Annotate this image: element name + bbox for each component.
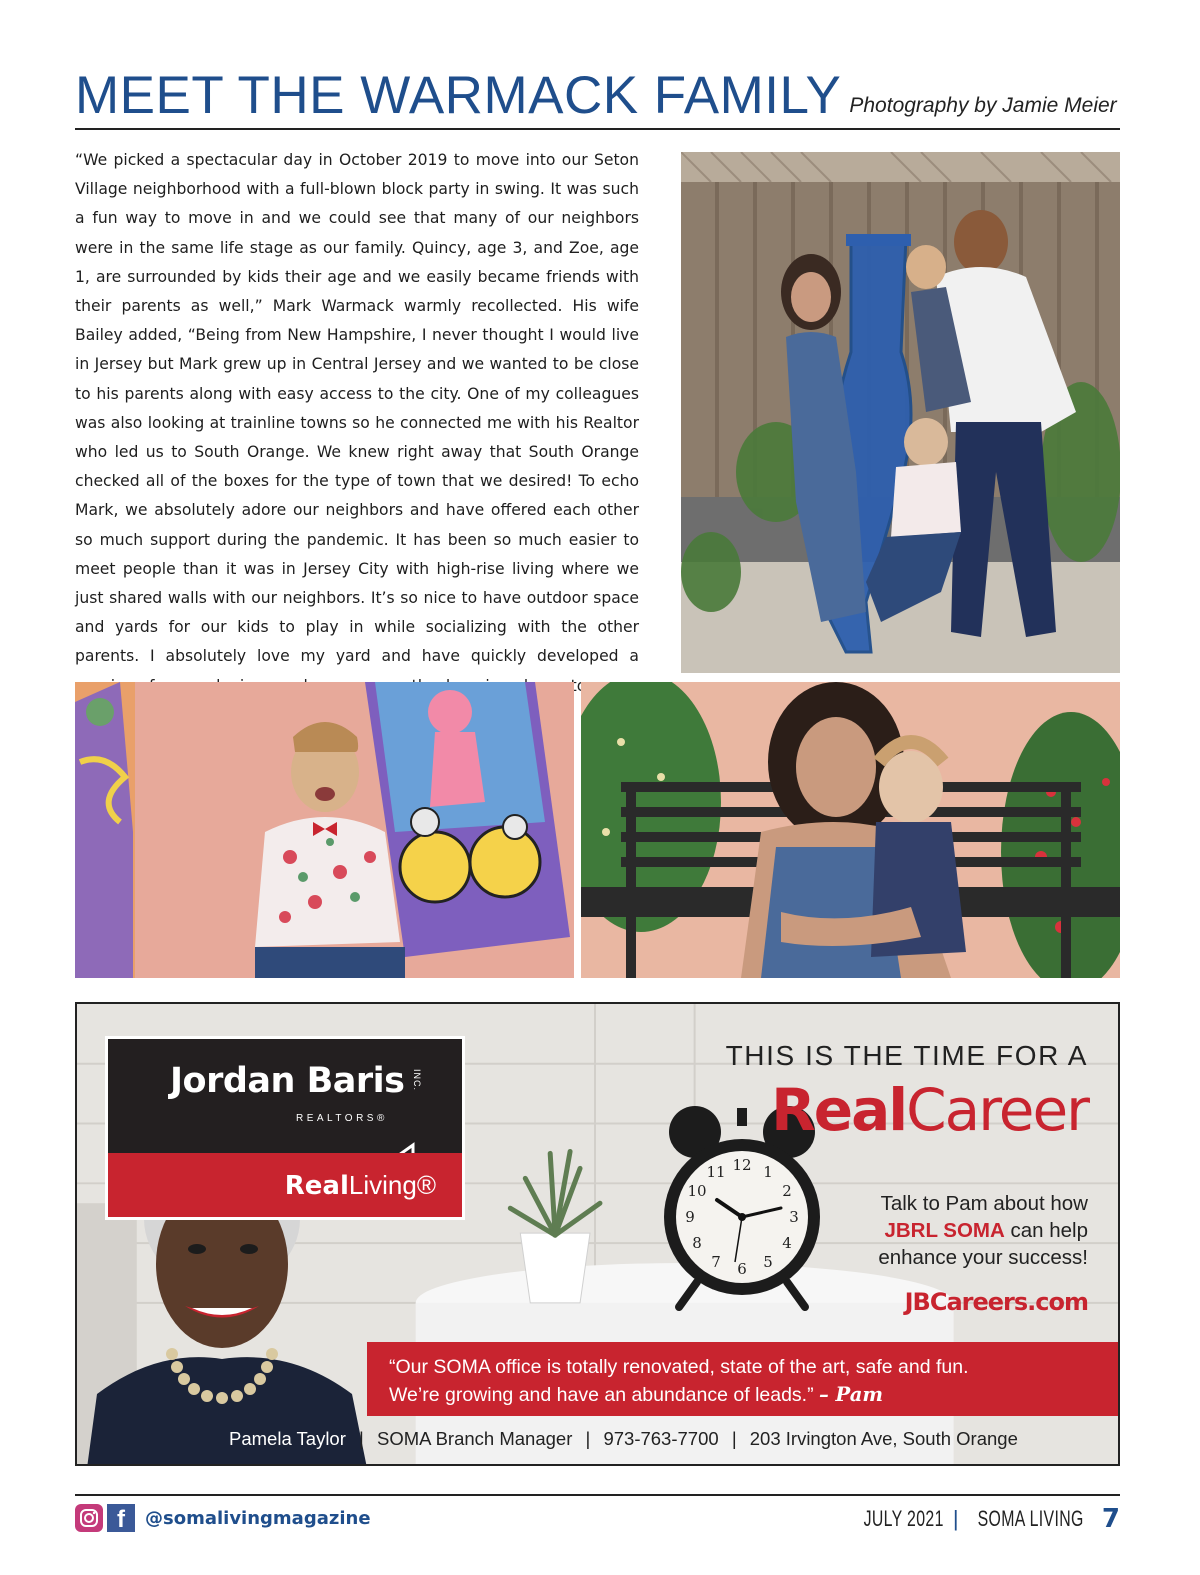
contact-info xyxy=(229,1428,1018,1450)
jbrl-soma-highlight: JBRL SOMA xyxy=(884,1219,1005,1242)
instagram-icon[interactable] xyxy=(75,1504,103,1532)
article-title: MEET THE WARMACK FAMILY xyxy=(75,66,842,125)
folio xyxy=(848,1504,1120,1534)
clock-numeral: 12 xyxy=(732,1156,752,1174)
clock-numeral: 8 xyxy=(692,1234,702,1252)
facebook-icon[interactable]: f xyxy=(107,1504,135,1532)
clock-numeral: 6 xyxy=(737,1260,747,1278)
page-footer xyxy=(75,1494,1120,1540)
clock-numeral: 11 xyxy=(706,1163,726,1181)
social-handle[interactable]: @somalivingmagazine xyxy=(145,1507,371,1529)
page-header xyxy=(75,62,1120,130)
boy-mural-photo-image xyxy=(75,682,574,978)
ad-real-career: RealCareer xyxy=(771,1076,1088,1144)
contact-name: Pamela Taylor xyxy=(229,1428,346,1449)
social-links xyxy=(75,1504,371,1532)
brand-logo xyxy=(105,1036,465,1220)
careers-link[interactable]: JBCareers.com xyxy=(904,1288,1088,1316)
clock-numeral: 3 xyxy=(789,1208,799,1226)
brand-realtors: REALTORS® xyxy=(296,1113,388,1124)
article-body: “We picked a spectacular day in October 2019 to move into our Seton Village neighborhood with a full-blown block party in swing. It was such a fun way to move in and we could see that many of our neighbors were in the same life stage as our family. Quincy, age 3, and Zoe, age 1, are surrounded by kids their age and we easily became friends with their parents as well,” Mark Warmack warmly recollected. His wife Bailey added, “Being from New Hampshire, I never thought I would live in Jersey but Mark grew up in Central Jersey and we wanted to be close to his parents along with easy access to the city. One of my colleagues was also looking at trainline towns so he connected me with his Realtor who led us to South Orange. We knew right away that South Orange checked all of the boxes for the type of town that we desired! To echo Mark, we absolutely adore our neighbors and have offered each other so much support during the pandemic. It has been so much easier to meet people than it was in Jersey City with high-rise living where we just shared walls with our neighbors. It’s so nice to have outdoor space and yards for our kids to play in while socializing with the other parents. I absolutely love my yard and have quickly developed a to xyxy=(75,151,639,695)
brand-inc: INC. xyxy=(412,1069,422,1091)
issue-date: JULY 2021 xyxy=(863,1506,944,1531)
separator: | xyxy=(731,1428,737,1449)
folio-separator: | xyxy=(952,1506,959,1531)
clock-numeral: 7 xyxy=(711,1253,721,1271)
page-number: 7 xyxy=(1101,1504,1120,1534)
ad-talk-text: Talk to Pam about how JBRL SOMA can help enhance your success! xyxy=(878,1192,1088,1269)
photo-credit: Photography by Jamie Meier xyxy=(849,94,1117,117)
separator: | xyxy=(585,1428,591,1449)
brand-name: Jordan Baris xyxy=(170,1061,405,1101)
separator: | xyxy=(359,1428,364,1449)
family-photo-image xyxy=(681,152,1120,673)
clock-numeral: 5 xyxy=(763,1253,773,1271)
ad-headline: THIS IS THE TIME FOR A xyxy=(725,1040,1088,1071)
manager-quote: “Our SOMA office is totally renovated, state of the art, safe and fun. We’re growing and have an abundance of leads.” – Pam xyxy=(389,1356,969,1406)
clock-numeral: 1 xyxy=(763,1163,773,1181)
brand-red-band xyxy=(108,1153,462,1217)
clock-numeral: 4 xyxy=(782,1234,792,1252)
real-estate-advertisement[interactable] xyxy=(75,1002,1120,1466)
contact-address: 203 Irvington Ave, South Orange xyxy=(749,1428,1018,1449)
real-living-logo: RealLiving® xyxy=(284,1170,436,1201)
clock-numeral: 9 xyxy=(685,1208,695,1226)
mother-daughter-photo xyxy=(581,682,1120,978)
quote-signature: – Pam xyxy=(819,1383,883,1406)
quote-band xyxy=(367,1342,1120,1416)
mother-daughter-photo-image xyxy=(581,682,1120,978)
clock-numeral: 10 xyxy=(687,1182,707,1200)
family-photo xyxy=(681,152,1120,673)
clock-numeral: 2 xyxy=(782,1182,792,1200)
boy-mural-photo xyxy=(75,682,574,978)
contact-title: SOMA Branch Manager xyxy=(376,1428,573,1449)
magazine-name: SOMA LIVING xyxy=(977,1506,1084,1531)
contact-phone[interactable]: 973-763-7700 xyxy=(603,1428,719,1449)
